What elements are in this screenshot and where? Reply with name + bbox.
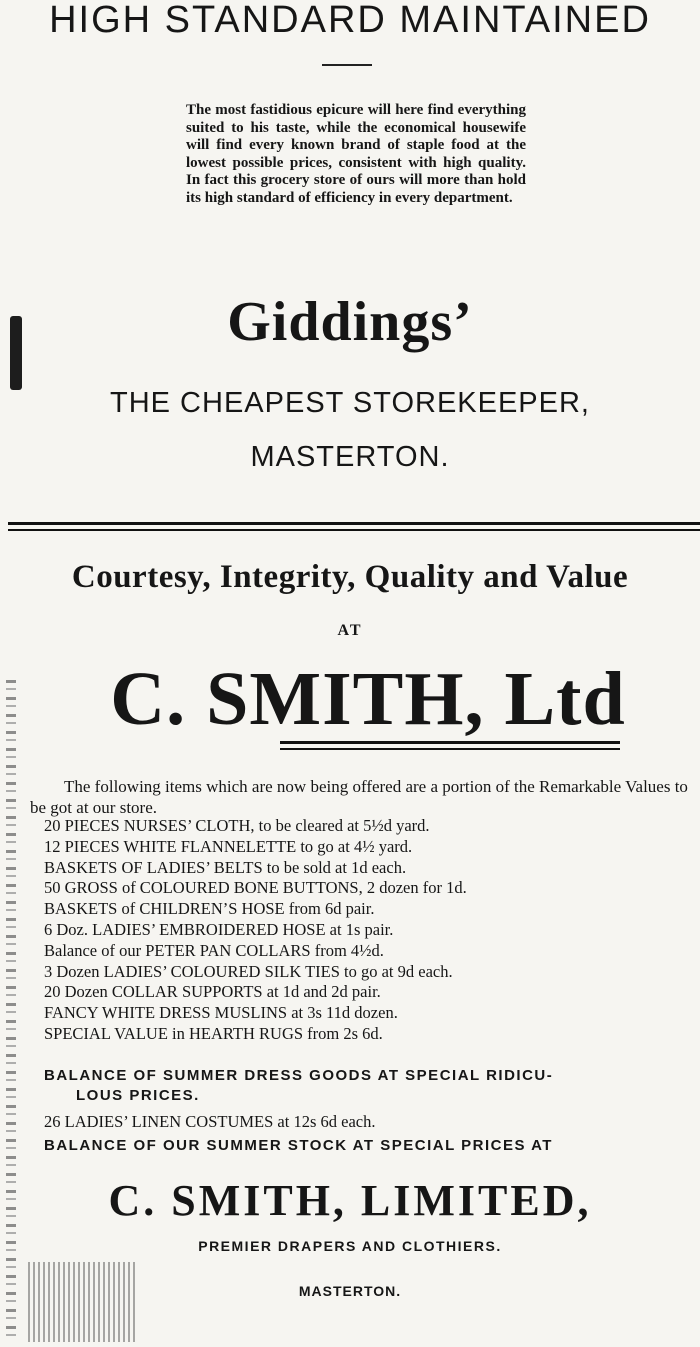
brand-name: Giddings’ [227, 291, 473, 353]
balance-summer-continued: LOUS PRICES. [76, 1087, 200, 1104]
footer-company-name: C. SMITH, LIMITED, [108, 1176, 592, 1225]
list-item: 6 Doz. LADIES’ EMBROIDERED HOSE at 1s pair. [44, 919, 394, 939]
at-word: AT [337, 622, 363, 639]
list-item: BASKETS OF LADIES’ BELTS to be sold at 1d each. [44, 857, 407, 877]
footer-subtitle: PREMIER DRAPERS AND CLOTHIERS. [198, 1238, 502, 1254]
lead-paragraph: The following items which are now being offered are a portion of the Remarkable Values to be got at our store. [30, 777, 688, 817]
section-divider-thin [8, 529, 700, 531]
list-item: 12 PIECES WHITE FLANNELETTE to go at 4½ yard. [44, 836, 413, 856]
balance-summer-line: BALANCE OF SUMMER DRESS GOODS AT SPECIAL RIDICU- [44, 1067, 554, 1084]
print-corner-noise [28, 1262, 138, 1342]
intro-paragraph: The most fastidious epicure will here find everything suited to his taste, while the economical housewife will find every known brand of staple food at the lowest possible prices, consistent with high quality. In fact this grocery store of ours will more than hold its high standard of efficiency in every department. [186, 102, 526, 206]
list-item: 20 PIECES NURSES’ CLOTH, to be cleared at 5½d yard. [44, 816, 430, 835]
list-item: FANCY WHITE DRESS MUSLINS at 3s 11d dozen. [44, 1003, 398, 1023]
tagline: THE CHEAPEST STOREKEEPER, [110, 387, 590, 419]
list-item: BASKETS of CHILDREN’S HOSE from 6d pair. [44, 899, 375, 919]
company-underline-thin [280, 748, 620, 750]
headline: HIGH STANDARD MAINTAINED [49, 0, 651, 41]
items-list [44, 816, 467, 1045]
list-item: 50 GROSS of COLOURED BONE BUTTONS, 2 dozen for 1d. [44, 878, 467, 898]
company-underline-thick [280, 741, 620, 744]
town-name: MASTERTON. [250, 441, 450, 473]
list-item: SPECIAL VALUE in HEARTH RUGS from 2s 6d. [44, 1023, 383, 1043]
list-item: 20 Dozen COLLAR SUPPORTS at 1d and 2d pair. [44, 982, 381, 1002]
slogan: Courtesy, Integrity, Quality and Value [71, 559, 629, 595]
footer-town: MASTERTON. [298, 1283, 402, 1299]
list-item: Balance of our PETER PAN COLLARS from 4½d. [44, 940, 384, 960]
balance-stock-line: BALANCE OF OUR SUMMER STOCK AT SPECIAL PRICES AT [44, 1137, 553, 1154]
list-item: 3 Dozen LADIES’ COLOURED SILK TIES to go at 9d each. [44, 961, 453, 981]
section-divider-thick [8, 522, 700, 525]
company-name: C. SMITH, Ltd [110, 657, 626, 741]
costumes-line: 26 LADIES’ LINEN COSTUMES at 12s 6d each. [44, 1112, 376, 1131]
short-rule [322, 64, 372, 66]
